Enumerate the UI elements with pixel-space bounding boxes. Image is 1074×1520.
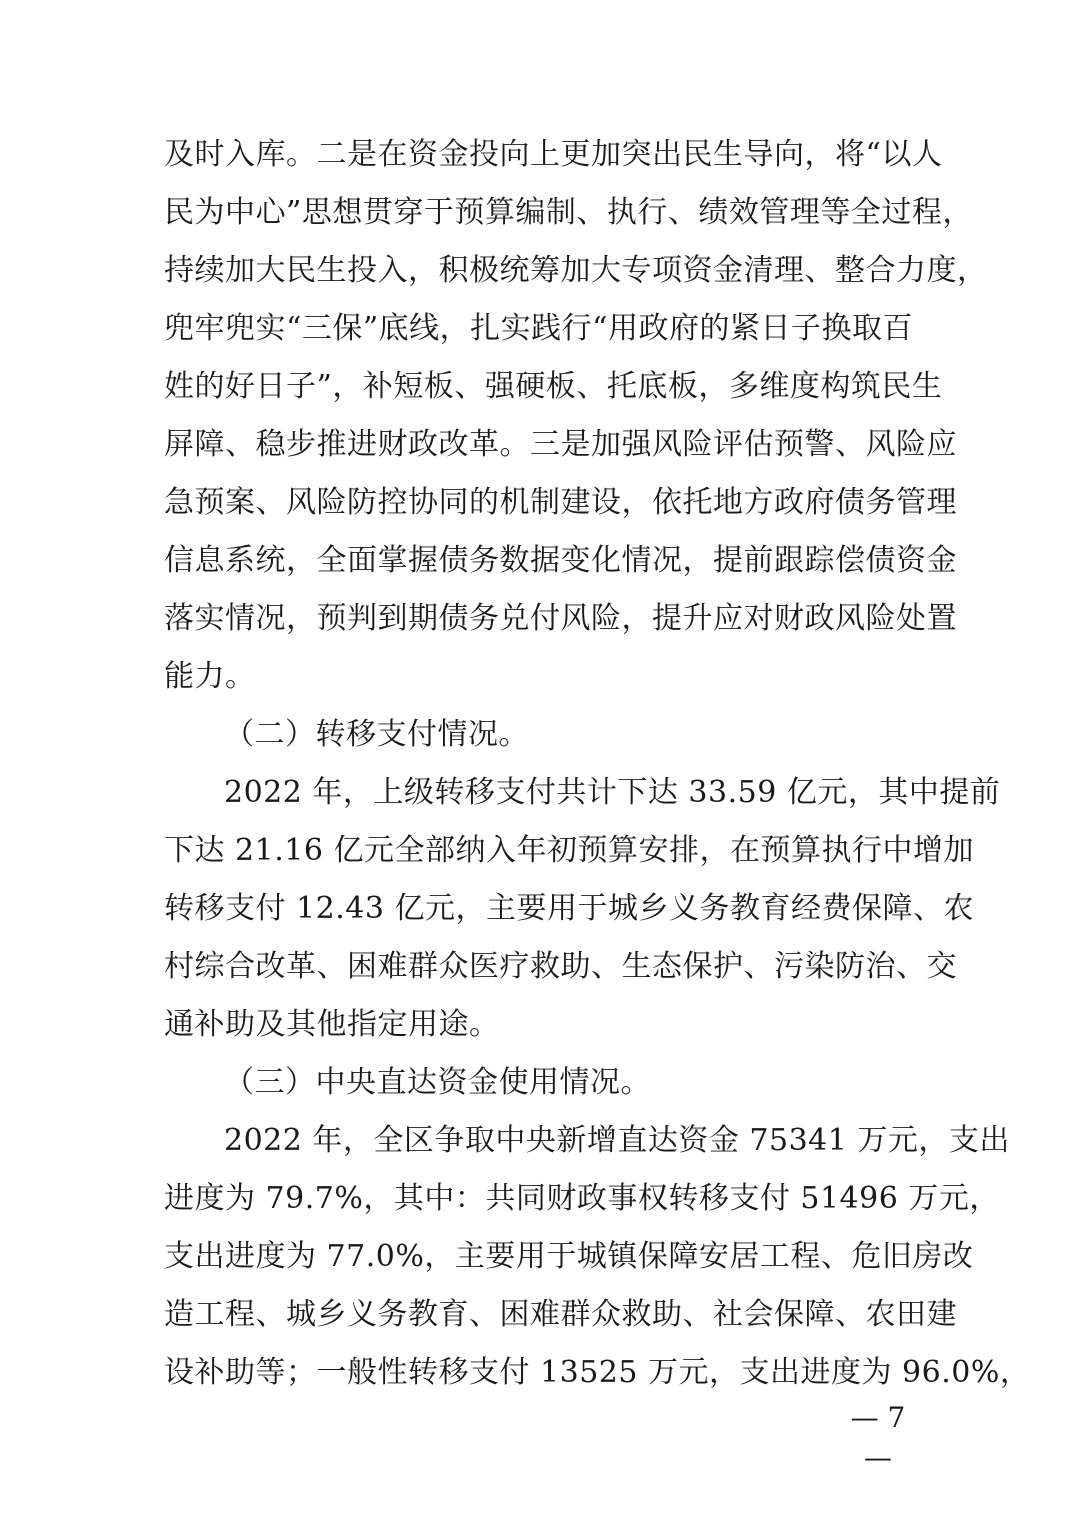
text-line: 信息系统，全面掌握债务数据变化情况，提前跟踪偿债资金 [164,543,957,578]
text-line: 落实情况，预判到期债务兑付风险，提升应对财政风险处置 [164,601,957,636]
text-line: 设补助等；一般性转移支付 13525 万元，支出进度为 96.0%， [164,1355,1031,1390]
text-line: 2022 年，全区争取中央新增直达资金 75341 万元，支出 [224,1123,1010,1158]
text-line: 2022 年，上级转移支付共计下达 33.59 亿元，其中提前 [224,775,1001,810]
text-line: 民为中心”思想贯穿于预算编制、执行、绩效管理等全过程， [164,195,973,230]
text-line: 屏障、稳步推进财政改革。三是加强风险评估预警、风险应 [164,427,957,462]
text-line: 姓的好日子”，补短板、强硬板、托底板，多维度构筑民生 [164,369,943,404]
paragraph-direct-funds [164,1112,1031,1402]
text-line: 兜牢兜实“三保”底线，扎实践行“用政府的紧日子换取百 [164,311,914,346]
text-line: 村综合改革、困难群众医疗救助、生态保护、污染防治、交 [164,949,957,984]
text-line: 急预案、风险防控协同的机制建设，依托地方政府债务管理 [164,485,957,520]
section-heading-transfer-payments: （二）转移支付情况。 [224,717,529,752]
text-line: 造工程、城乡义务教育、困难群众救助、社会保障、农田建 [164,1297,957,1332]
text-line: 下达 21.16 亿元全部纳入年初预算安排，在预算执行中增加 [164,833,974,868]
text-line: 支出进度为 77.0%，主要用于城镇保障安居工程、危旧房改 [164,1239,974,1274]
section-heading-direct-funds: （三）中央直达资金使用情况。 [224,1065,651,1100]
text-line: 转移支付 12.43 亿元，主要用于城乡义务教育经费保障、农 [164,891,974,926]
paragraph-transfer-payments [164,764,1001,1054]
document-body [164,126,1031,1402]
page-number: — 7 — [850,1401,906,1474]
text-line: 持续加大民生投入，积极统筹加大专项资金清理、整合力度， [164,253,988,288]
text-line: 通补助及其他指定用途。 [164,1007,500,1042]
text-line: 进度为 79.7%，其中：共同财政事权转移支付 51496 万元， [164,1181,1000,1216]
text-line: 及时入库。二是在资金投向上更加突出民生导向，将“以人 [164,137,943,172]
text-line: 能力。 [164,659,256,694]
paragraph-reform-and-risk [164,126,988,706]
